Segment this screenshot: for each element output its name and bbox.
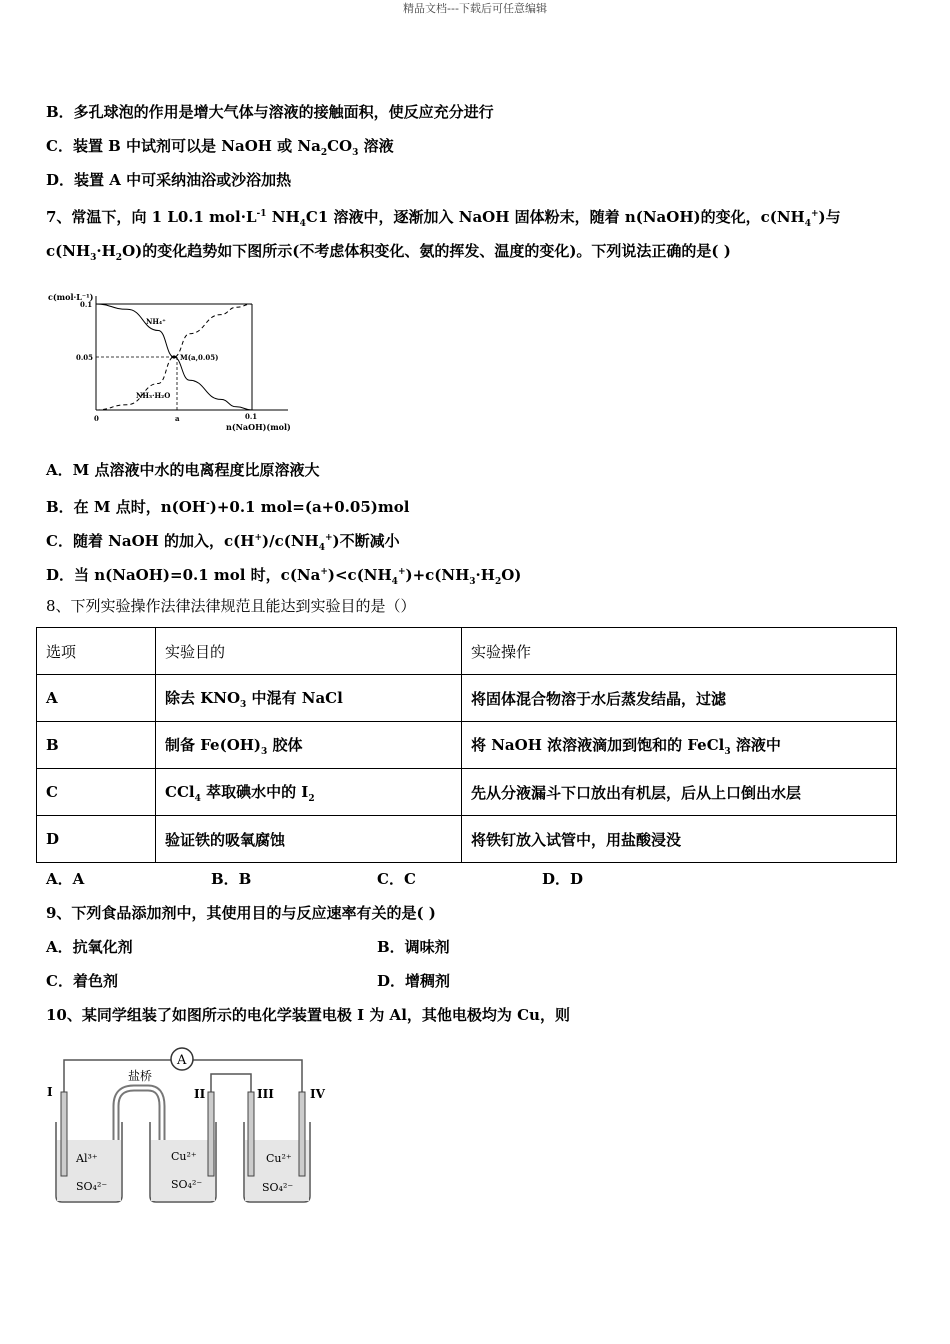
electrode-iv: [299, 1092, 305, 1176]
chart-xtick-0.1: 0.1: [245, 412, 258, 421]
wire-middle: [211, 1074, 251, 1092]
wire-top-right: [192, 1060, 302, 1092]
beaker2-cation: Cu²⁺: [171, 1150, 197, 1163]
q8-stem: 8、下列实验操作法律法律规范且能达到实验目的是（）: [46, 597, 416, 615]
row-purpose: 除去 $KNO_3$ 中混有 NaCl: [156, 675, 462, 722]
row-purpose: CCl$_4$ 萃取碘水中的 $I_2$: [156, 769, 462, 816]
beaker1-anion: SO₄²⁻: [76, 1180, 108, 1193]
row-operation: 将固体混合物溶于水后蒸发结晶，过滤: [462, 675, 897, 722]
table-header-row: [37, 628, 897, 675]
q10-stem: 10、某同学组装了如图所示的电化学装置电极 I 为 Al，其他电极均为 Cu，则: [46, 1006, 570, 1024]
q6-option-d: D．装置 A 中可采纳油浴或沙浴加热: [46, 171, 292, 189]
beaker3-cation: Cu²⁺: [266, 1152, 292, 1165]
electrode-iii: [248, 1092, 254, 1176]
table-row: [37, 769, 897, 816]
q9-option-a: A．抗氧化剂: [46, 938, 133, 956]
chart-xlabel: n(NaOH)(mol): [226, 422, 291, 432]
q7-stem-line1: 7、常温下，向 1 L0.1 $mol\cdot L^{-1}$ $NH_4C1$ 溶液中，逐渐加入 NaOH 固体粉末，随着 n(NaOH)的变化，$c(NH_4^+)$与: [46, 208, 841, 229]
chart-ytick-0.1: 0.1: [80, 300, 93, 309]
chart-label-nh4: NH₄⁺: [146, 317, 166, 326]
row-purpose: 制备 $Fe(OH)_3$ 胶体: [156, 722, 462, 769]
salt-bridge-label: 盐桥: [128, 1069, 153, 1083]
table-header-purpose: 实验目的: [156, 628, 462, 675]
table-header-operation: 实验操作: [462, 628, 897, 675]
electrode-ii: [208, 1092, 214, 1176]
row-option: B: [37, 722, 156, 769]
q9-option-d: D．增稠剂: [377, 972, 451, 990]
q8-option-b: B．B: [211, 870, 252, 888]
q8-option-d: D．D: [542, 870, 584, 888]
q9-option-b: B．调味剂: [377, 938, 450, 956]
chart-xtick-a: a: [175, 414, 180, 423]
q6-option-b: B．多孔球泡的作用是增大气体与溶液的接触面积，使反应充分进行: [46, 103, 494, 121]
row-option: A: [37, 675, 156, 722]
table-row: [37, 816, 897, 863]
ammeter-label: A: [177, 1053, 187, 1068]
beaker2-anion: SO₄²⁻: [171, 1178, 203, 1191]
chart-xtick-0: 0: [94, 414, 99, 423]
electrode-label-iv: IV: [310, 1087, 325, 1101]
q8-option-a: A．A: [46, 870, 85, 888]
electrode-label-i: I: [47, 1085, 53, 1099]
q9-option-c: C．着色剂: [46, 972, 118, 990]
q7-option-c: C．随着 NaOH 的加入，$c(H^+)/c(NH_4^+)$不断减小: [46, 532, 400, 553]
table-row: [37, 675, 897, 722]
electrode-label-iii: III: [257, 1087, 274, 1101]
beaker3-anion: SO₄²⁻: [262, 1181, 294, 1194]
electrochem-apparatus: [44, 1040, 344, 1210]
row-operation: 先从分液漏斗下口放出有机层，后从上口倒出水层: [462, 769, 897, 816]
chart-ylabel: c(mol·L⁻¹): [48, 292, 94, 302]
chart-label-nh3h2o: NH₃·H₂O: [136, 391, 171, 400]
electrode-label-ii: II: [194, 1087, 206, 1101]
q7-option-d: D．当 n(NaOH)=0.1 mol 时，$c(Na^+)<c(NH_4^+)+c(NH_3\cdot H_2O)$: [46, 566, 522, 587]
q9-stem: 9、下列食品添加剂中，其使用目的与反应速率有关的是( ): [46, 904, 436, 922]
concentration-chart: [44, 286, 304, 436]
q7-option-b: B．在 M 点时，n(OH-)+0.1 mol=(a+0.05)mol: [46, 498, 410, 516]
table-row: [37, 722, 897, 769]
chart-point-m: [172, 355, 175, 358]
q8-option-c: C．C: [377, 870, 416, 888]
experiment-table: [36, 627, 897, 863]
beaker1-cation: Al³⁺: [76, 1152, 98, 1165]
row-option: D: [37, 816, 156, 863]
electrode-i: [61, 1092, 67, 1176]
q7-option-a: A．M 点溶液中水的电离程度比原溶液大: [46, 461, 320, 479]
row-purpose: 验证铁的吸氧腐蚀: [156, 816, 462, 863]
row-operation: 将 NaOH 浓溶液滴加到饱和的 FeCl$_3$ 溶液中: [462, 722, 897, 769]
chart-point-m-label: M(a,0.05): [180, 353, 219, 362]
q6-option-c: C．装置 B 中试剂可以是 NaOH 或 $Na_2CO_3$ 溶液: [46, 137, 394, 158]
row-option: C: [37, 769, 156, 816]
chart-ytick-0.05: 0.05: [76, 353, 94, 362]
q7-stem-line2: $c(NH_3\cdot H_2O)$的变化趋势如下图所示(不考虑体积变化、氨的挥发、温度的变化)。下列说法正确的是( ): [46, 242, 731, 263]
table-header-option: 选项: [37, 628, 156, 675]
page-header: 精品文档---下载后可任意编辑: [403, 2, 547, 15]
row-operation: 将铁钉放入试管中，用盐酸浸没: [462, 816, 897, 863]
